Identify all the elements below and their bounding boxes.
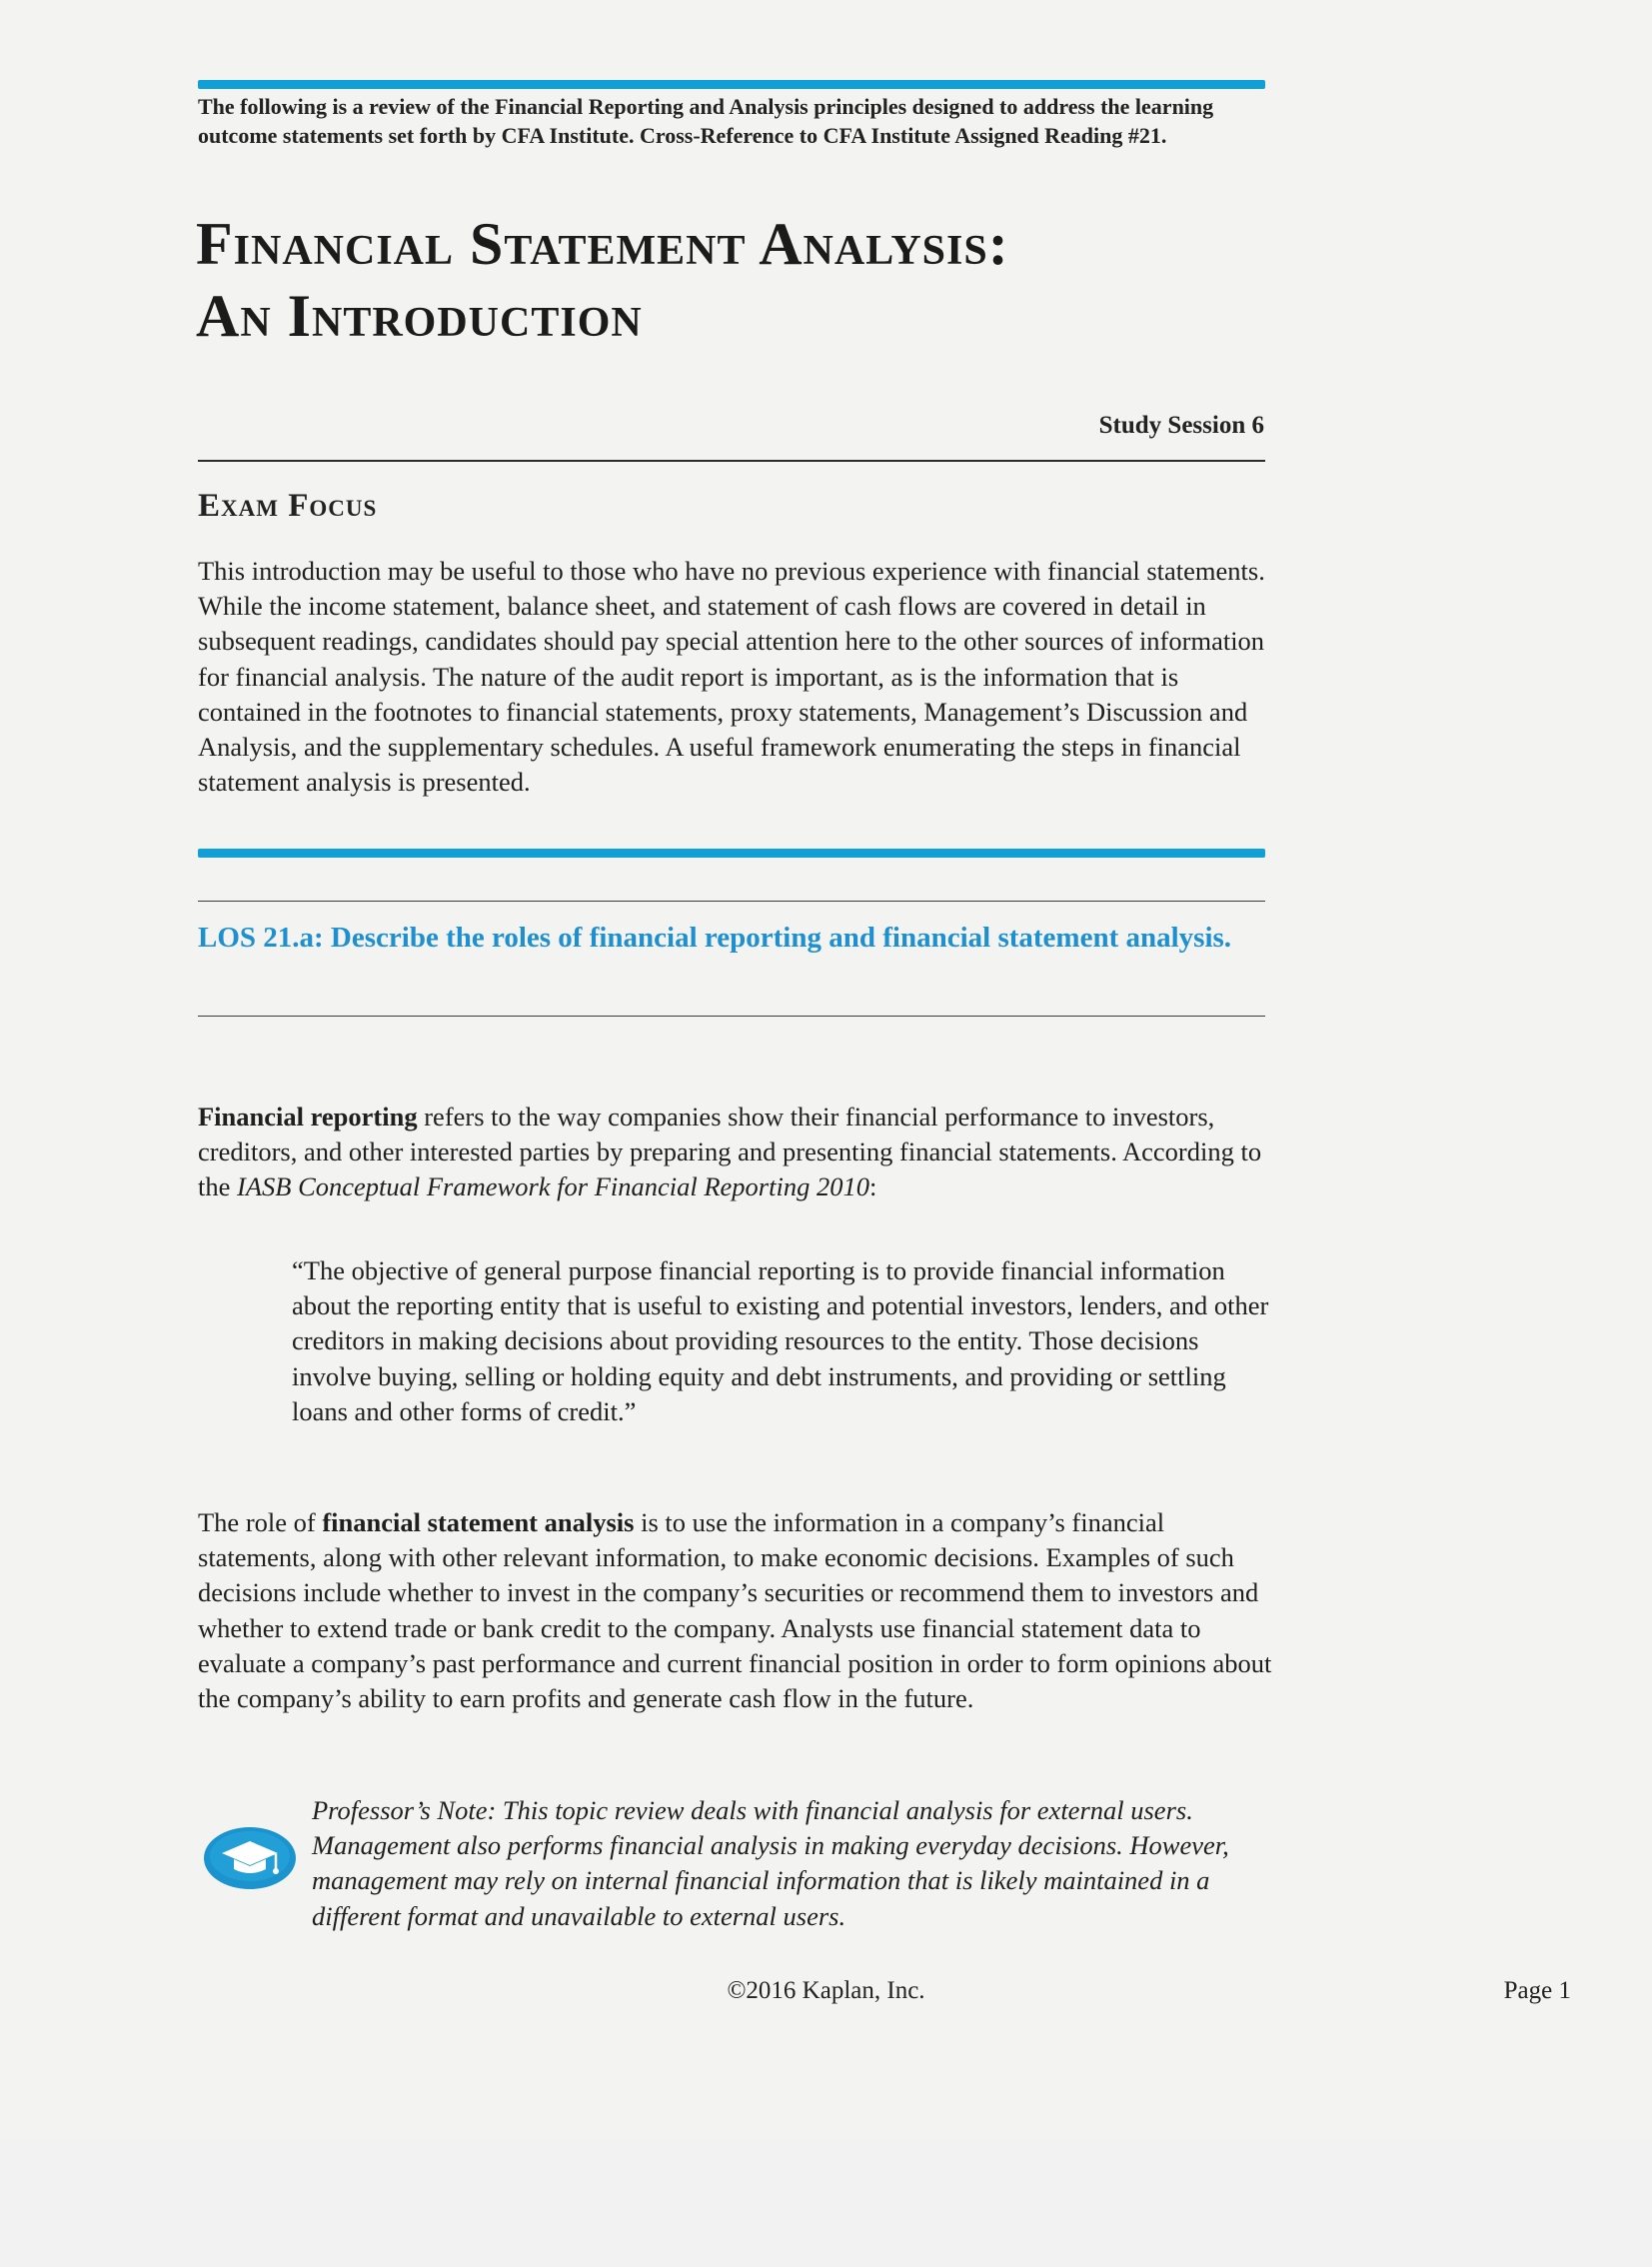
- title-line-2: An Introduction: [196, 283, 643, 349]
- reading-intro: The following is a review of the Financial Reporting and Analysis principles designed to address the learning outcome statements set forth by CFA Institute. Cross-Reference to CFA Institute Assigned Reading #21.: [198, 94, 1214, 148]
- title-line-1: Financial Statement Analysis:: [196, 211, 1009, 277]
- professor-note: Professor’s Note: This topic review deals with financial analysis for external users. Management also performs financial analysis in making everyday decisions. However, management may rely on internal financial information that is likely maintained in a different format and unavailable to external users.: [312, 1795, 1229, 1931]
- paragraph1-text-a: refers to the way companies show their financial performance to investors, creditors, and other interested parties by preparing and presenting financial statements. According to the: [198, 1102, 1262, 1202]
- paragraph1-text-b: :: [868, 1171, 877, 1202]
- los-heading: LOS 21.a: Describe the roles of financial reporting and financial statement analysis.: [198, 922, 1232, 954]
- paragraph2-text-a: The role of: [198, 1507, 323, 1537]
- copyright: ©2016 Kaplan, Inc.: [727, 1977, 925, 2004]
- exam-focus-bottom-rule: [198, 849, 1265, 858]
- los-bottom-rule: [198, 1016, 1265, 1017]
- study-session-rule: [198, 460, 1265, 462]
- financial-reporting-term: Financial reporting: [198, 1102, 418, 1132]
- iasb-citation: IASB Conceptual Framework for Financial Reporting 2010: [237, 1171, 869, 1202]
- financial-reporting-paragraph: [198, 1100, 1277, 1205]
- los-top-rule: [198, 901, 1265, 902]
- exam-focus-body: This introduction may be useful to those who have no previous experience with financial statements. While the income statement, balance sheet, and statement of cash flows are covered in detail in subsequent readings, candidates should pay special attention here to the other sources of information for financial analysis. The nature of the audit report is important, as is the information that is contained in the footnotes to financial statements, proxy statements, Management’s Discussion and Analysis, and the supplementary schedules. A useful framework enumerating the steps in financial statement analysis is presented.: [198, 556, 1265, 798]
- top-accent-rule: [198, 80, 1265, 89]
- page-title: [196, 208, 1295, 352]
- graduation-cap-icon: [202, 1825, 298, 1891]
- paragraph2-text-b: is to use the information in a company’s financial statements, along with other relevant information, to make economic decisions. Examples of such decisions include whether to invest in the company’s securities or recommend them to investors and whether to extend trade or bank credit to the company. Analysts use financial statement data to evaluate a company’s past performance and current financial position in order to form opinions about the company’s ability to earn profits and generate cash flow in the future.: [198, 1507, 1272, 1714]
- page-number: Page 1: [1503, 1977, 1571, 2004]
- exam-focus-heading: Exam Focus: [198, 488, 378, 524]
- financial-statement-analysis-term: financial statement analysis: [322, 1507, 635, 1537]
- study-session-label: Study Session 6: [1098, 412, 1264, 439]
- financial-statement-analysis-paragraph: [198, 1505, 1277, 1716]
- iasb-quote: “The objective of general purpose financial reporting is to provide financial information about the reporting entity that is useful to existing and potential investors, lenders, and other creditors in making decisions about providing resources to the entity. Those decisions involve buying, selling or holding equity and debt instruments, and providing or settling loans and other forms of credit.”: [292, 1255, 1269, 1426]
